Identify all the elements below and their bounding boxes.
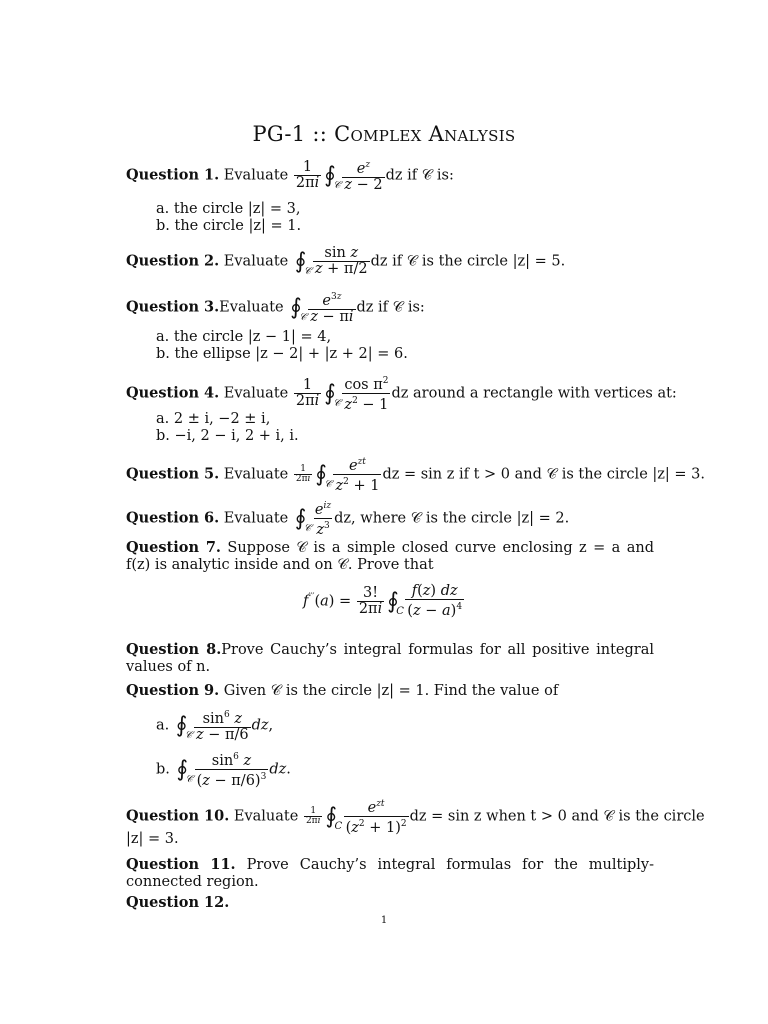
question-label: Question 7. [126, 539, 221, 556]
question-prefix: Evaluate [223, 385, 289, 402]
question-prefix: Evaluate [219, 299, 284, 316]
formula-fraction: $\frac{e^{zt}}{(z^2 + 1)^2}$ [345, 799, 407, 836]
formula-fraction: $\frac{\sin^6 z}{(z - \pi/6)^3}$ [196, 752, 267, 789]
question-2 [126, 246, 565, 277]
question-4-part-b: b. −i, 2 − i, 2 + i, i. [156, 428, 299, 444]
question-label: Question 2. [126, 252, 220, 270]
question-3-part-b: b. the ellipse |z − 2| + |z + 2| = 6. [156, 346, 408, 362]
contour-integral-symbol: ∮ 𝒞 [324, 380, 341, 409]
question-3-part-a: a. the circle |z − 1| = 4, [156, 329, 332, 345]
question-prefix: Evaluate [223, 510, 289, 527]
question-suffix: dz = sin z when t > 0 and 𝒞 is the circle [409, 808, 705, 825]
question-suffix: dz if 𝒞 is the circle |z| = 5. [370, 253, 566, 270]
formula-fraction: $\frac{1}{2\pi i}$ [295, 463, 311, 484]
formula-fraction: $\frac{\text{sin z}}{z + \pi/2}$ [314, 245, 368, 277]
question-suffix: dz = sin z if t > 0 and 𝒞 is the circle |z| = 3. [382, 466, 705, 483]
question-text: Suppose 𝒞 is a simple closed curve enclosing z = a and f(z) is analytic inside and on 𝒞. Prove that [126, 540, 654, 573]
question-12 [126, 894, 229, 912]
question-label: Question 6. [126, 509, 220, 527]
part-label: b. [156, 761, 170, 778]
question-1-part-a: a. the circle |z| = 3, [156, 201, 301, 217]
question-1-part-b: b. the circle |z| = 1. [156, 218, 302, 234]
question-suffix: dz around a rectangle with vertices at: [391, 385, 677, 402]
question-label: Question 8. [126, 641, 222, 658]
contour-integral-symbol: ∮ 𝒞 [176, 756, 193, 785]
formula-fraction: $\frac{e^{iz}}{z^3}$ [314, 501, 332, 538]
question-prefix: Evaluate [223, 167, 289, 184]
contour-integral-symbol: ∮ 𝒞 [290, 294, 307, 323]
question-7-formula: f′′′(a) = $\frac{3!}{2\pi i}$ ∮ C $\frac{f(z) dz}{(z - a)^4}$ [302, 583, 463, 619]
question-3 [126, 290, 425, 325]
contour-integral-symbol: ∮ 𝒞 [294, 505, 312, 534]
question-9 [126, 682, 558, 700]
formula-fraction: $\frac{\cos \pi^2}{z^2 - 1}$ [344, 376, 389, 413]
question-label: Question 3. [126, 298, 220, 316]
question-text: Prove Cauchy’s integral formulas for the multiply-connected region. [126, 857, 654, 890]
formula-fraction: $\frac{\sin^6 z}{z - \pi/6}$ [195, 710, 249, 743]
question-prefix: Evaluate [233, 808, 299, 825]
formula-fraction: $\frac{1}{2\pi i}$ [295, 158, 320, 191]
question-5 [126, 455, 705, 494]
question-label: Question 4. [126, 384, 220, 402]
question-label: Question 5. [126, 465, 220, 483]
contour-integral-symbol: ∮ 𝒞 [175, 712, 193, 741]
question-label: Question 1. [126, 166, 220, 184]
contour-integral-symbol: ∮ 𝒞 [324, 162, 341, 191]
formula-fraction: $\frac{e^{zt}}{z^2 + 1}$ [335, 457, 380, 494]
formula-fraction: $\frac{3!}{2\pi i}$ [358, 584, 383, 617]
question-10-line-2: |z| = 3. [126, 831, 179, 847]
question-prefix: Evaluate [223, 253, 289, 270]
question-label: Question 10. [126, 807, 230, 825]
question-7 [126, 539, 654, 574]
question-9-part-b: b. ∮ 𝒞 $\frac{\sin^6 z}{(z - \pi/6)^3}$ dz. [156, 752, 291, 789]
question-10 [126, 797, 705, 836]
question-8 [126, 641, 654, 676]
formula-fraction: $\frac{1}{2\pi i}$ [295, 376, 320, 409]
question-label: Question 9. [126, 682, 220, 699]
question-suffix: dz if 𝒞 is: [385, 167, 454, 184]
formula-fraction: $\frac{1}{2\pi i}$ [305, 805, 321, 826]
formula-fraction: $\frac{f(z) dz}{(z - a)^4}$ [407, 583, 463, 619]
page-title: PG-1 :: Complex Analysis [252, 122, 516, 146]
question-prefix: Evaluate [223, 466, 289, 483]
question-11 [126, 856, 654, 891]
contour-integral-symbol: ∮ 𝒞 [315, 461, 332, 490]
question-6 [126, 499, 569, 538]
question-text: Prove Cauchy’s integral formulas for all positive integral values of n. [126, 642, 655, 675]
contour-integral-symbol: ∮ 𝒞 [294, 249, 312, 277]
question-label: Question 11. [126, 856, 236, 873]
page-number: 1 [380, 915, 388, 926]
question-suffix: dz, where 𝒞 is the circle |z| = 2. [334, 510, 570, 527]
question-4 [126, 374, 677, 413]
question-4-part-a: a. 2 ± i, −2 ± i, [156, 411, 271, 427]
contour-integral-symbol: ∮ C [387, 588, 404, 617]
contour-integral-symbol: ∮ C [325, 803, 343, 832]
formula-fraction: $\frac{e^{3z}}{z - \pi i}$ [310, 292, 354, 325]
question-text: Given 𝒞 is the circle |z| = 1. Find the value of [223, 683, 559, 699]
formula-fraction: $\frac{e^z}{z - 2}$ [344, 160, 383, 193]
part-label: a. [156, 717, 170, 734]
question-1 [126, 158, 454, 193]
question-9-part-a: a. ∮ 𝒞 $\frac{\sin^6 z}{z - \pi/6}$ dz, [156, 710, 274, 743]
question-suffix: dz if 𝒞 is: [356, 299, 425, 316]
question-label: Question 12. [126, 894, 230, 911]
